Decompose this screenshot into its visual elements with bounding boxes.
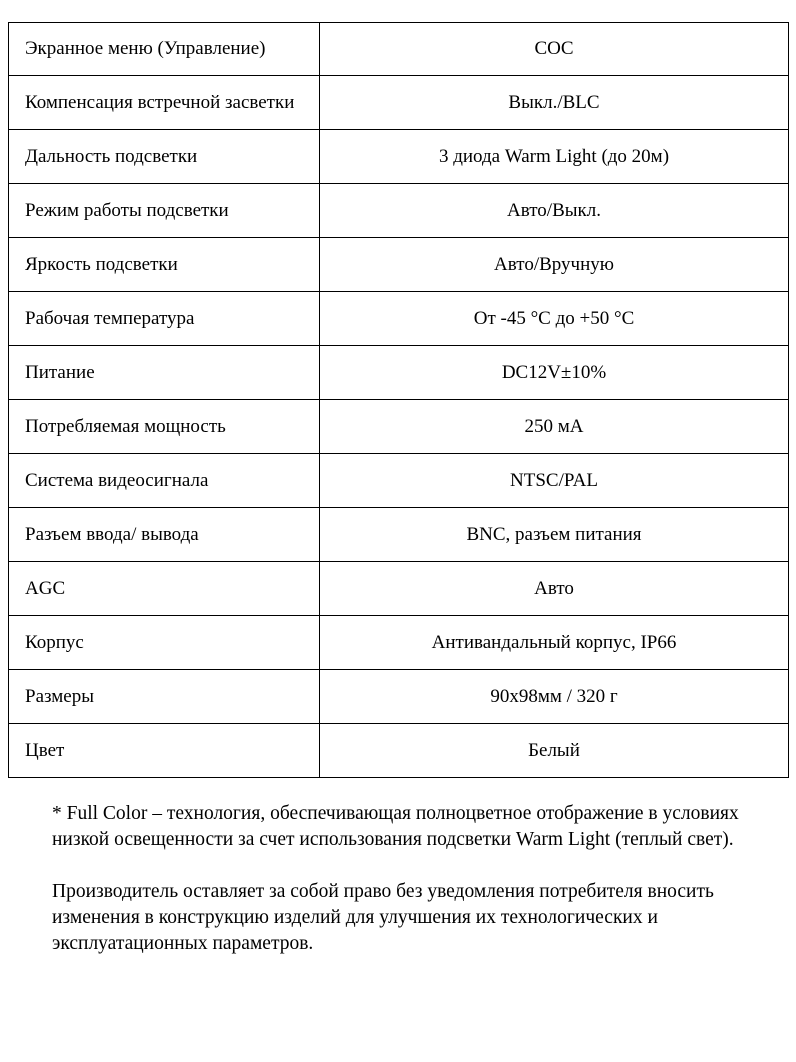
- value-cell: BNC, разъем питания: [320, 508, 789, 562]
- table-row: [9, 184, 789, 238]
- value-cell: Выкл./BLC: [320, 76, 789, 130]
- table-row: [9, 346, 789, 400]
- table-row: [9, 23, 789, 76]
- table-row: [9, 562, 789, 616]
- notes-section: [52, 801, 772, 957]
- value-cell: 250 мА: [320, 400, 789, 454]
- param-cell: Питание: [9, 346, 320, 400]
- param-cell: Потребляемая мощность: [9, 400, 320, 454]
- param-cell: Дальность подсветки: [9, 130, 320, 184]
- param-cell: Размеры: [9, 670, 320, 724]
- table-row: [9, 238, 789, 292]
- spec-table: [8, 22, 789, 778]
- param-cell: Экранное меню (Управление): [9, 23, 320, 76]
- value-cell: Авто/Выкл.: [320, 184, 789, 238]
- table-row: [9, 670, 789, 724]
- table-row: [9, 508, 789, 562]
- param-cell: AGC: [9, 562, 320, 616]
- value-cell: 90x98мм / 320 г: [320, 670, 789, 724]
- param-cell: Система видеосигнала: [9, 454, 320, 508]
- value-cell: COC: [320, 23, 789, 76]
- value-cell: От -45 °С до +50 °С: [320, 292, 789, 346]
- param-cell: Режим работы подсветки: [9, 184, 320, 238]
- value-cell: Белый: [320, 724, 789, 778]
- table-row: [9, 724, 789, 778]
- param-cell: Разъем ввода/ вывода: [9, 508, 320, 562]
- table-row: [9, 616, 789, 670]
- param-cell: Корпус: [9, 616, 320, 670]
- value-cell: Авто: [320, 562, 789, 616]
- param-cell: Рабочая температура: [9, 292, 320, 346]
- param-cell: Цвет: [9, 724, 320, 778]
- table-row: [9, 292, 789, 346]
- param-cell: Компенсация встречной засветки: [9, 76, 320, 130]
- table-row: [9, 76, 789, 130]
- full-color-footnote: * Full Color – технология, обеспечивающая полноцветное отображение в условиях низкой освещенности за счет использования подсветки Warm Light (теплый свет).: [52, 803, 739, 850]
- manufacturer-disclaimer: Производитель оставляет за собой право без уведомления потребителя вносить изменения в конструкцию изделий для улучшения их технологических и эксплуатационных параметров.: [52, 881, 714, 954]
- table-row: [9, 130, 789, 184]
- value-cell: Антивандальный корпус, IP66: [320, 616, 789, 670]
- value-cell: DC12V±10%: [320, 346, 789, 400]
- table-row: [9, 454, 789, 508]
- value-cell: NTSC/PAL: [320, 454, 789, 508]
- table-row: [9, 400, 789, 454]
- param-cell: Яркость подсветки: [9, 238, 320, 292]
- value-cell: Авто/Вручную: [320, 238, 789, 292]
- value-cell: 3 диода Warm Light (до 20м): [320, 130, 789, 184]
